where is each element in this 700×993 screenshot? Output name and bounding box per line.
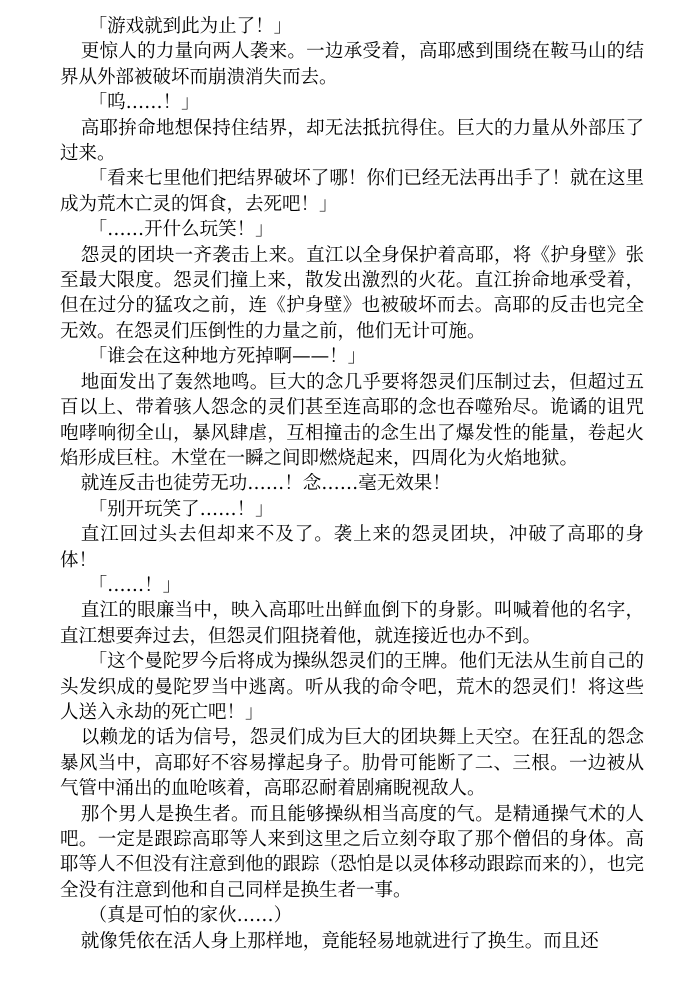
narration-paragraph: 直江的眼廉当中，映入高耶吐出鲜血倒下的身影。叫喊着他的名字，直江想要奔过去，但怨灵们阻挠着他，就连接近也办不到。 [60, 600, 644, 647]
narration-paragraph: 就连反击也徒劳无功……！念……毫无效果！ [80, 473, 451, 495]
narration-paragraph: 那个男人是换生者。而且能够操纵相当高度的气。是精通操气术的人吧。一定是跟踪高耶等人来到这里之后立刻夺取了那个僧侣的身体。高耶等人不但没有注意到他的跟踪（恐怕是以灵体移动跟踪而来的），也完全没有注意到他和自己同样是换生者一事。 [60, 803, 644, 901]
narration-paragraph: 以赖龙的话为信号，怨灵们成为巨大的团块舞上天空。在狂乱的怨念暴风当中，高耶好不容易撑起身子。肋骨可能断了二、三根。一边被从气管中涌出的血呛咳着，高耶忍耐着剧痛睨视敌人。 [60, 727, 644, 800]
dialogue-paragraph: 「看来七里他们把结界破坏了哪！你们已经无法再出手了！就在这里成为荒木亡灵的饵食，去死吧！」 [60, 168, 644, 215]
dialogue-paragraph: 「别开玩笑了……！」 [88, 498, 274, 520]
narration-paragraph: 高耶拚命地想保持住结界，却无法抵抗得住。巨大的力量从外部压了过来。 [60, 117, 644, 165]
dialogue-paragraph: 「……！」 [88, 574, 182, 596]
dialogue-paragraph: 「这个曼陀罗今后将成为操纵怨灵们的王牌。他们无法从生前自己的头发织成的曼陀罗当中逃离。听从我的命令吧，荒木的怨灵们！将这些人送入永劫的死亡吧！」 [60, 651, 644, 723]
dialogue-paragraph: 「呜……！」 [88, 92, 200, 114]
dialogue-paragraph: （真是可怕的家伙……） [88, 905, 293, 927]
narration-paragraph: 直江回过头去但却来不及了。袭上来的怨灵团块，冲破了高耶的身体！ [60, 524, 644, 571]
narration-paragraph: 更惊人的力量向两人袭来。一边承受着，高耶感到围绕在鞍马山的结界从外部被破坏而崩溃消失而去。 [60, 41, 644, 88]
dialogue-paragraph: 「……开什么玩笑！」 [88, 219, 274, 241]
dialogue-paragraph: 「游戏就到此为止了！」 [88, 16, 293, 37]
narration-paragraph: 地面发出了轰然地鸣。巨大的念几乎要将怨灵们压制过去，但超过五百以上、带着骇人怨念的灵们甚至连高耶的念也吞噬殆尽。诡谲的诅咒咆哮响彻全山，暴风肆虐，互相撞击的念生出了爆发性的能量，卷起火焰形成巨柱。木堂在一瞬之间即燃烧起来，四周化为火焰地狱。 [60, 371, 644, 469]
narration-paragraph: 就像凭依在活人身上那样地，竟能轻易地就进行了换生。而且还 [80, 930, 599, 952]
narration-paragraph: 怨灵的团块一齐袭击上来。直江以全身保护着高耶，将《护身壁》张至最大限度。怨灵们撞上来，散发出激烈的火花。直江拚命地承受着，但在过分的猛攻之前，连《护身壁》也被破坏而去。高耶的反击也完全无效。在怨灵们压倒性的力量之前，他们无计可施。 [60, 244, 644, 342]
dialogue-paragraph: 「谁会在这种地方死掉啊——！」 [88, 346, 367, 368]
